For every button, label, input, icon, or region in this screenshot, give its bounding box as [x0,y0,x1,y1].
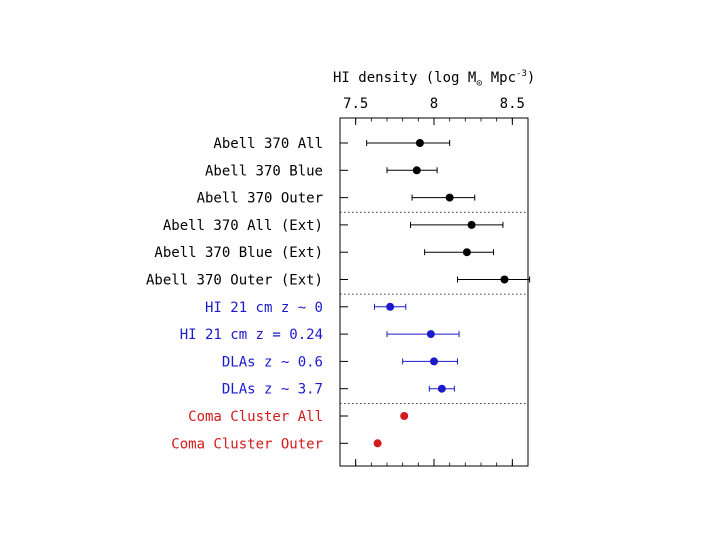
data-point [438,385,446,393]
data-point [386,303,394,311]
data-point [416,139,424,147]
x-axis-ticks [340,96,528,466]
x-axis-title-main: HI density (log M [333,70,477,86]
data-point [468,221,476,229]
data-row [171,436,381,452]
row-label: Abell 370 Outer [196,190,323,207]
x-axis-title-end: ) [526,70,536,86]
x-axis-title [333,69,535,89]
svg-text:HI density (log M⊙ Mpc-3) [333,69,535,89]
row-label: Abell 370 All (Ext) [162,217,323,234]
row-label: DLAs z ~ 3.7 [221,381,323,398]
data-row [213,136,449,152]
x-axis-title-sub: ⊙ [476,78,483,89]
x-tick-label: 7.5 [343,96,369,112]
data-point [501,276,509,284]
data-point [400,412,408,420]
data-point [430,357,438,365]
data-row [197,191,475,207]
data-rows [146,136,530,452]
row-label: HI 21 cm z ~ 0 [204,299,323,316]
row-label: Abell 370 All [213,136,323,152]
data-row [163,218,503,234]
row-label: Abell 370 Outer (Ext) [145,272,323,289]
data-row [180,327,459,343]
row-label: Abell 370 Blue [204,163,323,180]
row-label: Coma Cluster All [188,409,323,425]
data-point [427,330,435,338]
x-axis-title-sup: -3 [516,69,527,79]
data-point [463,248,471,256]
data-row [188,409,408,425]
row-label: Abell 370 Blue (Ext) [154,245,323,262]
data-row [205,300,406,316]
data-point [374,439,382,447]
x-tick-label: 8.5 [499,96,525,112]
data-point [446,194,454,202]
data-row [154,245,493,261]
row-label: DLAs z ~ 0.6 [221,354,323,371]
data-point [413,166,421,174]
data-row [205,163,437,179]
row-label: Coma Cluster Outer [171,436,323,453]
row-label: HI 21 cm z = 0.24 [179,327,323,344]
x-tick-label: 8 [429,96,439,112]
data-row [146,273,530,289]
data-row [222,382,455,398]
x-axis-title-mid: Mpc [482,70,517,86]
